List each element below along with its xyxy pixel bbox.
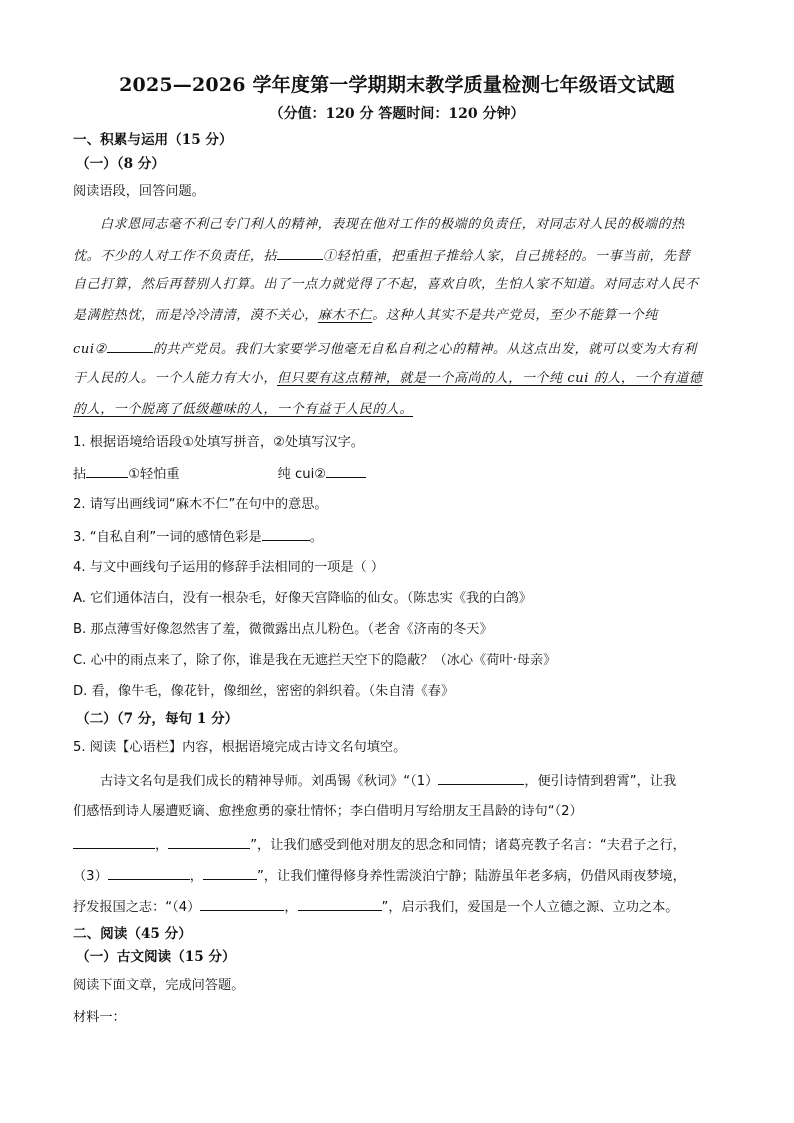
poem-blank-3a[interactable] [108, 866, 190, 880]
section-1-heading: 一、积累与运用（15 分） [73, 132, 233, 148]
question-1-answers [73, 464, 366, 484]
option-b[interactable]: B. 那点薄雪好像忽然害了羞，微微露出点儿粉色。（老舍《济南的冬天》 [73, 622, 493, 637]
q5-text: ”，让我们懂得修身养性需淡泊宁静；陆游虽年老多病，仍借风雨夜梦境， [256, 869, 686, 884]
passage-text: 于人民的人。一个人能力有大小， [73, 371, 278, 386]
passage-text: 。这种人其实不是共产党员，至少不能算一个纯 [372, 308, 658, 323]
poem-blank-2a[interactable] [73, 835, 155, 849]
q5-text: （3） [73, 869, 108, 884]
question-1: 1. 根据语境给语段①处填写拼音，②处填写汉字。 [73, 435, 364, 450]
q3-end: 。 [309, 530, 323, 545]
passage-text: ①轻怕重，把重担子推给人家，自己挑轻的。一事当前，先替 [323, 249, 691, 264]
q5-line-1 [100, 771, 676, 791]
question-5: 5. 阅读【心语栏】内容，根据语境完成古诗文名句填空。 [73, 740, 407, 755]
reading-instruction: 阅读下面文章，完成问答题。 [73, 978, 245, 993]
passage-line-2 [73, 246, 690, 266]
passage-line-5 [73, 339, 697, 359]
part-2-heading: （二）（7 分，每句 1 分） [76, 711, 239, 727]
blank-2[interactable] [107, 339, 153, 353]
q5-text: ，便引诗情到碧霄”，让我 [524, 774, 677, 789]
q5-line-4 [73, 866, 686, 886]
q5-text: 古诗文名句是我们成长的精神导师。刘禹锡《秋词》“（1） [100, 774, 439, 789]
q5-text: ， [284, 900, 298, 915]
reading-part-1-heading: （一）古文阅读（15 分） [76, 949, 236, 965]
poem-blank-3b[interactable] [203, 866, 257, 880]
exam-subtitle: （分值：120 分 答题时间：120 分钟） [269, 106, 525, 122]
section-2-heading: 二、阅读（45 分） [73, 926, 192, 942]
passage-text: 忱。不少的人对工作不负责任，拈 [73, 249, 278, 264]
q5-text: 们感悟到诗人屡遭贬谪、愈挫愈勇的豪壮情怀；李白借明月写给朋友王昌龄的诗句“（2） [73, 804, 583, 819]
option-c[interactable]: C. 心中的雨点来了，除了你，谁是我在无遮拦天空下的隐蔽？（冰心《荷叶·母亲》 [73, 653, 557, 668]
q1-word: ①轻怕重 [128, 467, 180, 482]
passage-instruction: 阅读语段，回答问题。 [73, 184, 205, 199]
q5-line-3 [73, 835, 686, 855]
option-a[interactable]: A. 它们通体洁白，没有一根杂毛，好像天宫降临的仙女。（陈忠实《我的白鸽》 [73, 591, 532, 606]
underlined-sentence: 但只要有这点精神，就是一个高尚的人，一个纯 cui 的人，一个有道德 [277, 371, 703, 386]
passage-text: 的共产党员。我们大家要学习他毫无自私自利之心的精神。从这点出发，就可以变为大有利 [152, 342, 697, 357]
passage-line-4 [73, 307, 658, 325]
passage-line-1: 白求恩同志毫不利己专门利人的精神，表现在他对工作的极端的负责任，对同志对人民的极端的热 [100, 217, 685, 232]
q5-line-2 [73, 803, 583, 821]
underlined-sentence: 的人，一个脱离了低级趣味的人，一个有益于人民的人。 [73, 402, 414, 417]
material-one-label: 材料一： [73, 1010, 126, 1025]
poem-blank-4a[interactable] [200, 897, 284, 911]
passage-text: cui② [73, 342, 107, 357]
poem-blank-2b[interactable] [168, 835, 250, 849]
answer-blank-3[interactable] [262, 527, 310, 541]
exam-title: 2025—2026 学年度第一学期期末教学质量检测七年级语文试题 [119, 74, 675, 96]
passage-line-3: 自己打算，然后再替别人打算。出了一点力就觉得了不起，喜欢自吹，生怕人家不知道。对同志对人民不 [73, 277, 699, 292]
q1-word-2: 纯 cui② [277, 467, 327, 482]
part-1-heading: （一）（8 分） [76, 156, 165, 172]
q5-text: 抒发报国之志：“（4） [73, 900, 201, 915]
q1-prefix: 拈 [73, 467, 87, 482]
blank-1[interactable] [277, 246, 323, 260]
poem-blank-1[interactable] [438, 771, 524, 785]
underlined-word: 麻木不仁 [317, 308, 373, 323]
option-d[interactable]: D. 看，像牛毛，像花针，像细丝，密密的斜织着。（朱自清《春》 [73, 684, 455, 699]
q3-text: 3. “自私自利”一词的感情色彩是 [73, 530, 262, 545]
question-3 [73, 527, 323, 547]
q5-text: ， [155, 838, 169, 853]
passage-line-6 [73, 370, 703, 388]
answer-blank-1[interactable] [86, 464, 128, 478]
q5-line-5 [73, 897, 678, 917]
q5-text: ， [189, 869, 203, 884]
question-2: 2. 请写出画线词“麻木不仁”在句中的意思。 [73, 497, 328, 512]
question-4: 4. 与文中画线句子运用的修辞手法相同的一项是（ ） [73, 560, 385, 575]
passage-text: 是满腔热忱，而是冷冷清清，漠不关心， [73, 308, 318, 323]
q5-text: ”，启示我们，爱国是一个人立德之源、立功之本。 [381, 900, 679, 915]
poem-blank-4b[interactable] [298, 897, 382, 911]
q5-text: ”，让我们感受到他对朋友的思念和同情；诸葛亮教子名言：“夫君子之行， [250, 838, 686, 853]
answer-blank-2[interactable] [326, 464, 366, 478]
passage-line-7 [73, 401, 413, 419]
